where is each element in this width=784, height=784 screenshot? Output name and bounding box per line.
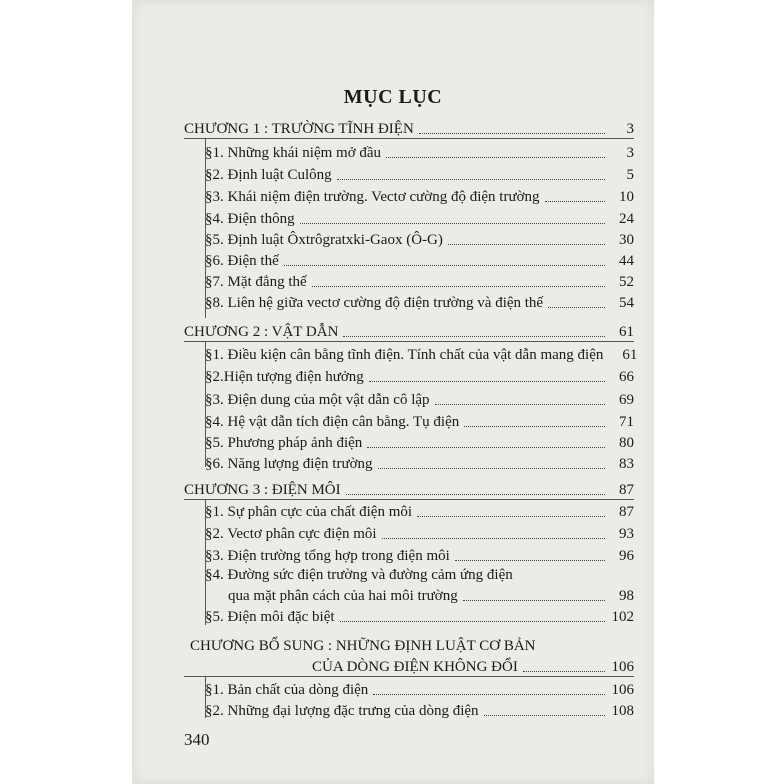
- toc-section: [205, 525, 634, 543]
- toc-page-number: 3: [626, 121, 634, 137]
- toc-chapter-2: [184, 323, 634, 341]
- chapter-underline: [184, 676, 634, 677]
- toc-section-label: §2. Những đại lượng đặc trưng của dòng điện: [205, 703, 479, 719]
- toc-page-number: 44: [619, 253, 634, 269]
- toc-section: [205, 188, 634, 206]
- book-page: [132, 0, 654, 784]
- toc-section-label: §2. Vectơ phân cực điện môi: [205, 526, 377, 542]
- toc-chapter-label: CHƯƠNG BỔ SUNG : NHỮNG ĐỊNH LUẬT CƠ BẢN: [190, 638, 536, 654]
- page-number-footer: 340: [184, 730, 210, 749]
- dot-leader: [455, 560, 605, 561]
- toc-chapter-label: CHƯƠNG 3 : ĐIỆN MÔI: [184, 482, 341, 498]
- toc-page-number: 30: [619, 232, 634, 248]
- dot-leader: [464, 426, 605, 427]
- toc-section-label: §1. Điều kiện cân bằng tĩnh điện. Tính chất của vật dẫn mang điện: [205, 347, 604, 363]
- toc-page-number: 87: [619, 482, 634, 498]
- toc-section: [205, 144, 634, 162]
- toc-page-number: 106: [611, 682, 634, 698]
- toc-section: [205, 346, 638, 364]
- toc-page-number: 24: [619, 211, 634, 227]
- toc-section-label: §5. Phương pháp ảnh điện: [205, 435, 363, 451]
- toc-section: [205, 294, 634, 312]
- dot-leader: [378, 468, 605, 469]
- toc-section: [205, 368, 634, 386]
- toc-page-number: 10: [619, 189, 634, 205]
- toc-page-number: 102: [611, 609, 634, 625]
- toc-section-label: §4. Hệ vật dẫn tích điện cân bằng. Tụ điện: [205, 414, 460, 430]
- toc-page-number: 61: [622, 347, 638, 363]
- toc-section: [205, 608, 634, 626]
- toc-section: [205, 681, 634, 699]
- toc-chapter-label: CHƯƠNG 1 : TRƯỜNG TĨNH ĐIỆN: [184, 121, 414, 137]
- dot-leader: [284, 265, 605, 266]
- toc-page-number: 54: [619, 295, 634, 311]
- toc-section: [205, 413, 634, 431]
- toc-section: [205, 252, 634, 270]
- toc-section: [205, 503, 634, 521]
- dot-leader: [369, 381, 605, 382]
- toc-section-label: §6. Điện thế: [205, 253, 279, 269]
- toc-page-number: 87: [619, 504, 634, 520]
- toc-section-label: §5. Định luật Ôxtrôgratxki-Gaox (Ô-G): [205, 232, 443, 248]
- dot-leader: [312, 286, 605, 287]
- toc-section: [205, 231, 634, 249]
- toc-section-label: §7. Mặt đẳng thế: [205, 274, 307, 290]
- dot-leader: [367, 447, 605, 448]
- toc-chapter-1: [184, 120, 634, 138]
- chapter-underline: [184, 341, 634, 342]
- dot-leader: [548, 307, 605, 308]
- toc-section: [205, 547, 634, 565]
- toc-section: [205, 166, 634, 184]
- dot-leader: [386, 157, 605, 158]
- toc-section-label: §1. Những khái niệm mở đầu: [205, 145, 382, 161]
- toc-section-label: §3. Khái niệm điện trường. Vectơ cường độ điện trường: [205, 189, 540, 205]
- toc-section: [205, 210, 634, 228]
- dot-leader: [484, 715, 605, 716]
- dot-leader: [523, 671, 605, 672]
- toc-page-number: 71: [619, 414, 634, 430]
- chapter-underline: [184, 499, 634, 500]
- toc-section-label: §2. Định luật Culông: [205, 167, 332, 183]
- toc-section-label: §1. Sự phân cực của chất điện môi: [205, 504, 413, 520]
- toc-section-label: §3. Điện trường tổng hợp trong điện môi: [205, 548, 450, 564]
- toc-page-number: 3: [626, 145, 634, 161]
- toc-section-label-continued: qua mặt phân cách của hai môi trường: [228, 588, 458, 604]
- chapter-underline: [184, 138, 634, 139]
- toc-page-number: 83: [619, 456, 634, 472]
- toc-section: [228, 587, 634, 605]
- toc-section: [205, 434, 634, 452]
- toc-section-label: §8. Liên hệ giữa vectơ cường độ điện trường và điện thế: [205, 295, 544, 311]
- toc-page-number: 96: [619, 548, 634, 564]
- toc-section-label: §5. Điện môi đặc biệt: [205, 609, 335, 625]
- dot-leader: [448, 244, 605, 245]
- toc-chapter-label-continued: CỦA DÒNG ĐIỆN KHÔNG ĐỔI: [312, 659, 518, 675]
- toc-page-number: 108: [611, 703, 634, 719]
- toc-page-number: 66: [619, 369, 634, 385]
- toc-page-number: 61: [619, 324, 634, 340]
- toc-section: [205, 702, 634, 720]
- toc-section-label: §4. Đường sức điện trường và đường cảm ứng điện: [205, 567, 513, 583]
- dot-leader: [300, 223, 605, 224]
- toc-page-number: 69: [619, 392, 634, 408]
- toc-page-number: 5: [626, 167, 634, 183]
- toc-page-number: 106: [611, 659, 634, 675]
- page-title: MỤC LỤC: [343, 86, 443, 108]
- dot-leader: [435, 404, 605, 405]
- toc-page-number: 80: [619, 435, 634, 451]
- toc-section: [205, 455, 634, 473]
- toc-chapter-4: [312, 658, 634, 676]
- dot-leader: [373, 694, 605, 695]
- chapter-bracket-line: [205, 138, 206, 318]
- dot-leader: [463, 600, 605, 601]
- toc-section: [205, 273, 634, 291]
- toc-section-label: §2.Hiện tượng điện hưởng: [205, 369, 364, 385]
- toc-page-number: 52: [619, 274, 634, 290]
- toc-section-label: §3. Điện dung của một vật dẫn cô lập: [205, 392, 430, 408]
- dot-leader: [545, 201, 605, 202]
- dot-leader: [417, 516, 605, 517]
- toc-chapter-label: CHƯƠNG 2 : VẬT DẪN: [184, 324, 339, 340]
- dot-leader: [337, 179, 605, 180]
- toc-chapter-3: [184, 481, 634, 499]
- toc-section-label: §1. Bản chất của dòng điện: [205, 682, 369, 698]
- dot-leader: [382, 538, 605, 539]
- dot-leader: [346, 494, 605, 495]
- toc-page-number: 98: [619, 588, 634, 604]
- dot-leader: [343, 336, 605, 337]
- toc-section: [205, 391, 634, 409]
- toc-page-number: 93: [619, 526, 634, 542]
- dot-leader: [340, 621, 605, 622]
- toc-section-label: §6. Năng lượng điện trường: [205, 456, 373, 472]
- toc-section-label: §4. Điện thông: [205, 211, 295, 227]
- dot-leader: [419, 133, 605, 134]
